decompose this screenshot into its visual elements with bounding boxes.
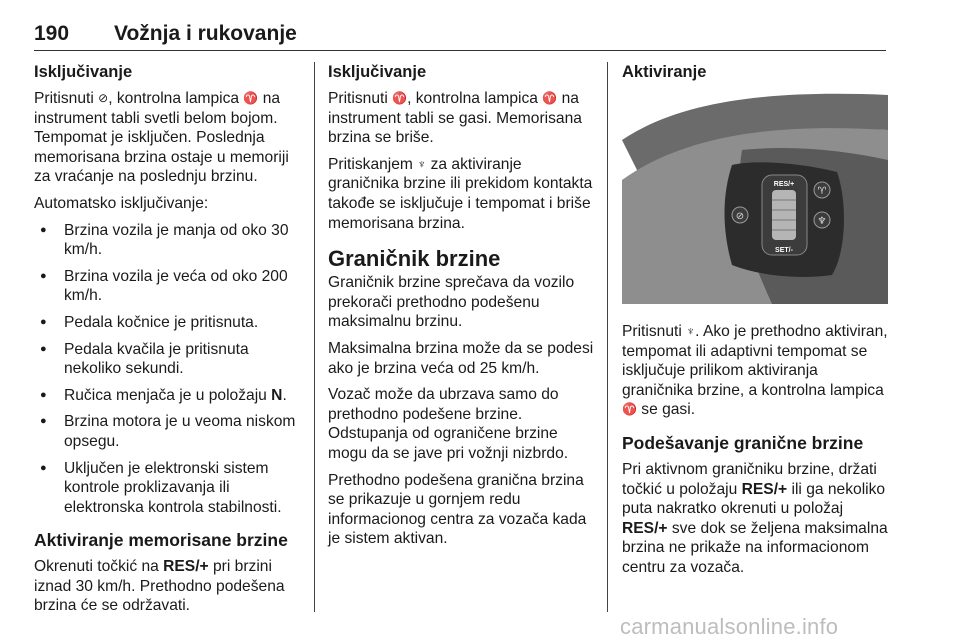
heading-memory: Aktiviranje memorisane brzine (34, 530, 288, 551)
text: Pritisnuti (328, 90, 393, 107)
paragraph: Graničnik brzine sprečava da vozilo prekorači prethodno podešenu maksimalnu brzinu. (328, 274, 575, 331)
heading-set-limit: Podešavanje granične brzine (622, 432, 864, 453)
list-item: ● Brzina vozila je veća od oko 200 km/h. (34, 267, 302, 306)
column-divider (314, 62, 315, 612)
text: pri brzini iznad 30 km/h. Prethodno podešena brzina će se održavati. (34, 558, 285, 615)
column-3 (622, 62, 888, 585)
paragraph (328, 155, 594, 233)
text: se gasi. (636, 401, 696, 419)
res-label: RES/+ (773, 181, 795, 188)
text: na instrument tabli se gasi. Memorisana brzina se briše. (328, 90, 582, 147)
cruise-lamp-icon: ♈ (243, 91, 259, 105)
cruise-lamp-icon: ♈ (622, 402, 637, 417)
speed-limiter-icon: ♆ (686, 324, 696, 338)
paragraph (622, 460, 888, 578)
bullet-list (34, 221, 302, 518)
paragraph: Prethodno podešena graničnа brzina se prikazuje u gornjem redu informacionog centra za vozača kada je sistem aktivan. (328, 471, 587, 548)
paragraph (34, 89, 302, 187)
text: , kontrolna lampica (108, 90, 244, 107)
heading-switch-off: Isključivanje (34, 63, 133, 81)
heading-activation: Aktiviranje (622, 63, 707, 81)
list-item: ● Brzina motora je u veoma niskom opsegu. (34, 412, 302, 451)
text: na instrument tabli svetli belom bojom. Tempomat je isključen. Poslednja memorisana brzina ostaje u memoriji za vraćanje na poslednju brzinu. (34, 90, 289, 186)
cruise-lamp-icon: ♈ (542, 91, 558, 105)
list-item: ● Brzina vozila je manja od oko 30 km/h. (34, 221, 302, 260)
text: . Ako je prethodno aktiviran, tempomat ili adaptivni tempomat se isključuje prilikom aktiviranja graničnika brzine, a kontrolna lampica (622, 323, 888, 399)
text: Ručica menjača je u položaju (64, 386, 272, 404)
text: Pritisnuti (622, 323, 687, 340)
svg-text:♈: ♈ (817, 186, 827, 197)
column-divider (607, 62, 608, 612)
page-number: 190 (34, 22, 70, 45)
speed-limiter-icon: ♆ (417, 156, 427, 171)
text: Pri aktivnom graničniku brzine, držati točkić u položaju (622, 460, 877, 498)
watermark: carmanualsonline.info (620, 614, 839, 639)
text: sve dok se željena maksimalna brzina ne prikaže na informacionom centru za vozača. (622, 519, 888, 576)
paragraph (622, 322, 888, 420)
text: . (282, 386, 287, 404)
heading-switch-off: Isključivanje (328, 63, 427, 81)
text: Pritisnuti (34, 90, 99, 107)
cruise-lamp-icon: ♈ (392, 91, 408, 105)
list-item (34, 386, 302, 406)
steering-wheel-controls-image (622, 90, 888, 304)
page-title: Vožnja i rukovanje (114, 22, 297, 45)
paragraph: Vozač može da ubrzava samo do prethodno podešene brzine. Odstupanja od ograničene brzine mogu da se jave pri vožnji nizbrdo. (328, 386, 569, 462)
list-item: ● Pedala kvačila je pritisnuta nekoliko sekundi. (34, 340, 302, 379)
paragraph: Maksimalna brzina može da se podesi ako je brzina veća od 25 km/h. (328, 339, 594, 377)
paragraph (328, 89, 594, 148)
auto-off-label: Automatsko isključivanje: (34, 194, 209, 212)
page-header (34, 22, 886, 51)
svg-text:♆: ♆ (817, 216, 827, 227)
text: za aktiviranje graničnika brzine ili prekidom kontakta takođe se isključuje i tempomat i briše memorisana brzina. (328, 155, 593, 232)
heading-speed-limiter: Graničnik brzine (328, 246, 501, 272)
text-bold: RES/+ (741, 480, 788, 498)
text-bold: RES/+ (163, 558, 209, 576)
svg-text:⊘: ⊘ (735, 211, 745, 222)
column-1 (34, 62, 302, 623)
text: , kontrolna lampica (407, 90, 543, 107)
set-label: SET/- (775, 247, 793, 254)
text-bold: RES/+ (622, 519, 668, 537)
paragraph (34, 557, 302, 616)
list-item: ● Uključen je elektronski sistem kontrole proklizavanja ili elektronska kontrola stabilnosti. (34, 459, 302, 518)
text: Pritiskanjem (328, 155, 418, 173)
column-2 (328, 62, 594, 556)
text-bold: N (271, 386, 283, 404)
text: Okrenuti točkić na (34, 558, 164, 576)
text: ili ga nekoliko puta nakratko okrenuti u položaj (622, 480, 886, 518)
cruise-off-icon: ⊘ (98, 91, 109, 105)
list-item: ● Pedala kočnice je pritisnuta. (34, 313, 302, 333)
